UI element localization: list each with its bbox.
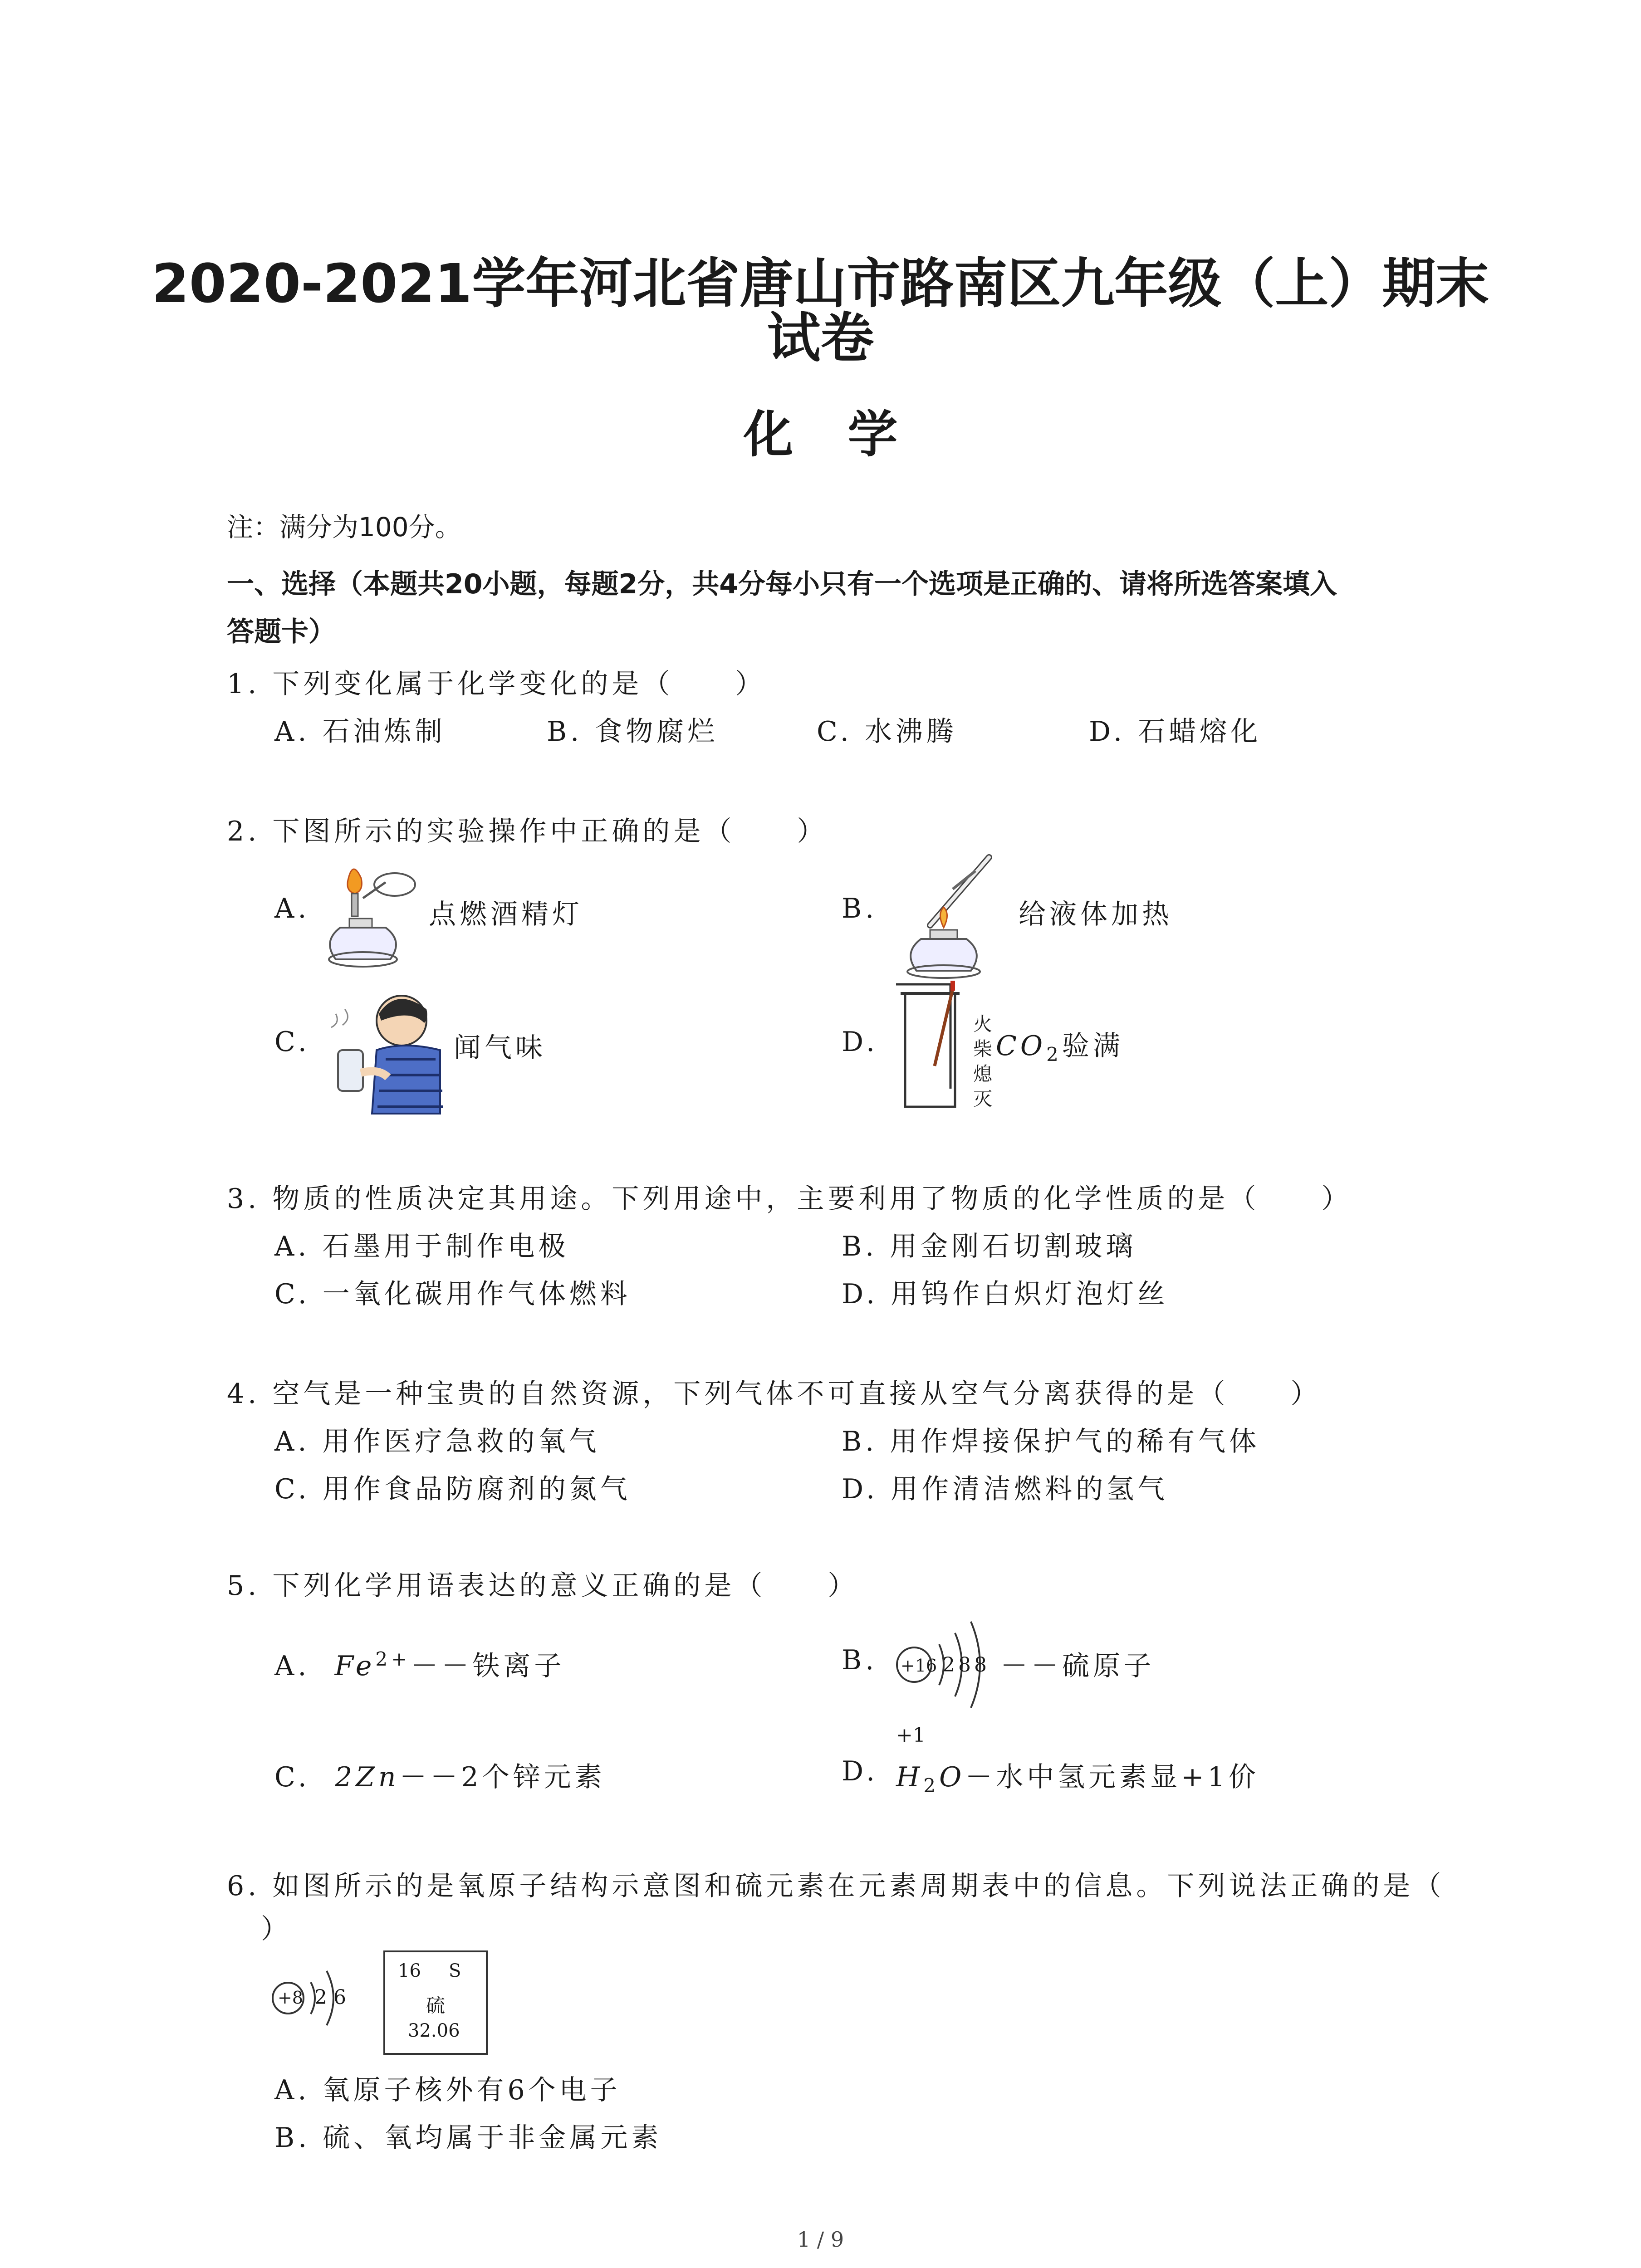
question-5-option-d-letter[interactable]: D. xyxy=(842,1755,879,1787)
question-2-stem: 2. 下图所示的实验操作中正确的是（ ） xyxy=(227,816,828,847)
question-5-stem: 5. 下列化学用语表达的意义正确的是（ ） xyxy=(227,1570,859,1602)
sulfur-periodic-table-cell xyxy=(383,1950,488,2055)
water-h: H xyxy=(896,1761,924,1793)
water-subscript: 2 xyxy=(923,1774,940,1797)
oxygen-nucleus-charge: +8 xyxy=(278,1988,304,2008)
question-3-option-c[interactable]: C. 一氧化碳用作气体燃料 xyxy=(274,1278,631,1310)
sulfur-atomic-number: 16 xyxy=(398,1960,421,1981)
question-4-option-c[interactable]: C. 用作食品防腐剂的氮气 xyxy=(274,1473,631,1505)
fe-formula: Fe xyxy=(334,1650,376,1682)
zn-meaning: －－2个锌元素 xyxy=(399,1761,606,1793)
co2-full-text: 验满 xyxy=(1062,1030,1124,1062)
fe-meaning: －－铁离子 xyxy=(411,1650,565,1682)
question-5-option-c[interactable] xyxy=(274,1755,606,1794)
match-label-4: 灭 xyxy=(973,1088,993,1110)
question-1-option-c[interactable]: C. 水沸腾 xyxy=(817,716,957,748)
question-6-stem-line1: 6. 如图所示的是氧原子结构示意图和硫元素在元素周期表中的信息。下列说法正确的是（ xyxy=(227,1870,1445,1902)
question-4-option-b[interactable]: B. 用作焊接保护气的稀有气体 xyxy=(842,1426,1260,1457)
sulfur-symbol: S xyxy=(449,1960,461,1981)
match-label-3: 熄 xyxy=(973,1063,993,1085)
question-4-option-d[interactable]: D. 用作清洁燃料的氢气 xyxy=(842,1473,1169,1505)
question-3-stem: 3. 物质的性质决定其用途。下列用途中，主要利用了物质的化学性质的是（ ） xyxy=(227,1183,1352,1215)
subject-heading: 化学 xyxy=(743,406,952,464)
water-meaning: －水中氢元素显+1价 xyxy=(965,1761,1259,1793)
question-4-option-a[interactable]: A. 用作医疗急救的氧气 xyxy=(274,1426,600,1457)
sulfur-name: 硫 xyxy=(426,1994,446,2017)
question-1-option-d[interactable]: D. 石蜡熔化 xyxy=(1089,716,1262,748)
question-1-option-a[interactable]: A. 石油炼制 xyxy=(274,716,446,748)
exam-title-line1: 2020-2021学年河北省唐山市路南区九年级（上）期末 xyxy=(152,252,1489,315)
section-heading-line1: 一、选择（本题共20小题，每题2分，共4分每小只有一个选项是正确的、请将所选答案填入 xyxy=(227,568,1337,600)
question-5-option-b-text[interactable]: －－硫原子 xyxy=(1000,1650,1155,1682)
sulfur-shell-3: 8 xyxy=(974,1653,987,1677)
sulfur-atomic-mass: 32.06 xyxy=(408,2020,460,2041)
question-3-option-b[interactable]: B. 用金刚石切割玻璃 xyxy=(842,1231,1137,1262)
question-5-option-b-letter[interactable]: B. xyxy=(842,1644,878,1676)
section-heading-line2: 答题卡） xyxy=(227,616,336,648)
question-4-stem: 4. 空气是一种宝贵的自然资源，下列气体不可直接从空气分离获得的是（ ） xyxy=(227,1378,1322,1410)
question-3-option-d[interactable]: D. 用钨作白炽灯泡灯丝 xyxy=(842,1278,1169,1310)
question-2-option-b-letter[interactable]: B. xyxy=(842,893,878,924)
question-2-option-d-text[interactable] xyxy=(996,1024,1124,1066)
question-2-option-a-text[interactable]: 点燃酒精灯 xyxy=(429,899,583,930)
question-1-option-b[interactable]: B. 食物腐烂 xyxy=(547,716,719,748)
exam-title-line2: 试卷 xyxy=(767,307,874,369)
score-note: 注：满分为100分。 xyxy=(227,512,461,543)
zn-formula: 2Zn xyxy=(335,1761,400,1793)
question-2-option-d-letter[interactable]: D. xyxy=(842,1026,879,1058)
co2-formula-subscript: 2 xyxy=(1046,1043,1062,1066)
hydrogen-valence-mark: +1 xyxy=(896,1724,926,1747)
question-3-option-a[interactable]: A. 石墨用于制作电极 xyxy=(274,1231,569,1262)
question-2-option-b-text[interactable]: 给液体加热 xyxy=(1019,899,1173,930)
match-label-2: 柴 xyxy=(973,1038,993,1060)
fe-charge: 2+ xyxy=(375,1648,411,1670)
match-label-1: 火 xyxy=(973,1013,993,1035)
question-2-option-a-letter[interactable]: A. xyxy=(274,893,310,924)
question-5-option-a[interactable] xyxy=(274,1644,565,1683)
alcohol-lamp-lighting-illustration xyxy=(313,857,431,975)
co2-formula: CO xyxy=(996,1030,1047,1062)
question-2-option-c-letter[interactable]: C. xyxy=(274,1026,310,1058)
sulfur-nucleus-charge: +16 xyxy=(901,1656,937,1676)
sulfur-shell-1: 2 xyxy=(942,1653,955,1677)
question-5-option-d-text[interactable] xyxy=(896,1755,1259,1797)
page-number: 1 / 9 xyxy=(797,2227,844,2252)
smelling-gas-illustration xyxy=(318,982,449,1114)
sulfur-shell-2: 8 xyxy=(958,1653,971,1677)
water-o: O xyxy=(939,1761,965,1793)
option-c-letter: C. xyxy=(274,1761,310,1793)
heating-liquid-illustration xyxy=(885,848,1003,984)
question-1-stem: 1. 下列变化属于化学变化的是（ ） xyxy=(227,668,766,700)
question-6-option-a[interactable]: A. 氧原子核外有6个电子 xyxy=(274,2074,621,2106)
question-2-option-c-text[interactable]: 闻气味 xyxy=(454,1032,546,1064)
option-a-letter: A. xyxy=(274,1650,310,1682)
oxygen-shell-1: 2 xyxy=(314,1986,327,2009)
oxygen-shell-2: 6 xyxy=(333,1986,346,2009)
question-6-stem-line2: ） xyxy=(261,1913,292,1945)
question-6-option-b[interactable]: B. 硫、氧均属于非金属元素 xyxy=(274,2122,662,2154)
